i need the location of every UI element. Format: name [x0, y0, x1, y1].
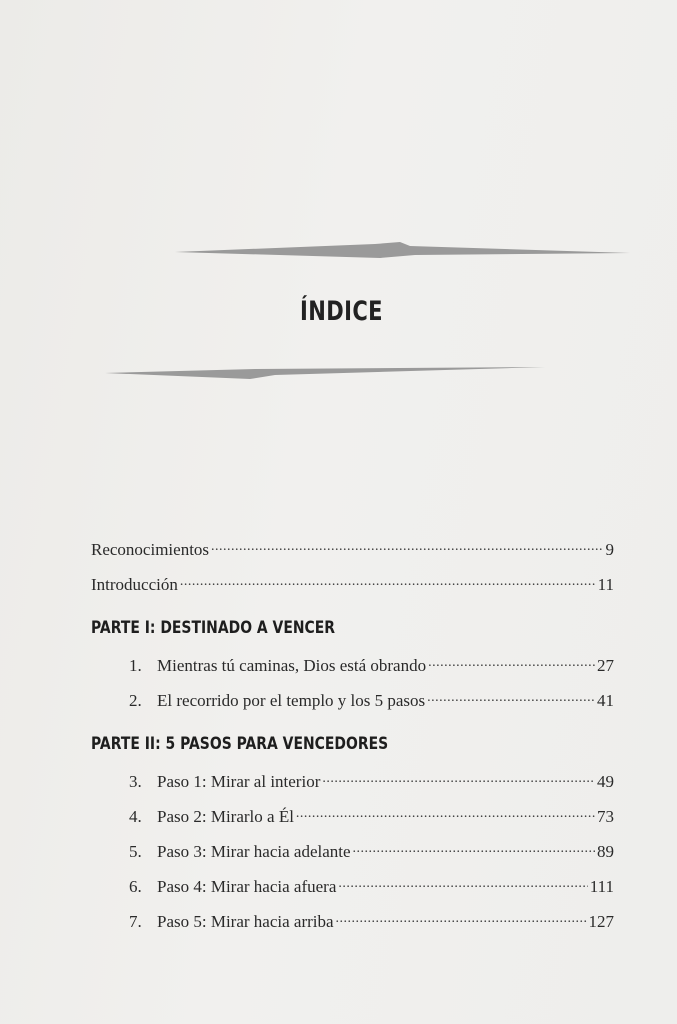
chapter-title: Paso 4: Mirar hacia afuera [157, 877, 337, 896]
chapter-title: Paso 5: Mirar hacia arriba [157, 912, 334, 931]
chapter-number: 3. [129, 772, 142, 791]
toc-chapter-7[interactable] [91, 904, 614, 939]
toc-chapter-4[interactable] [91, 799, 614, 834]
dot-leader [322, 771, 595, 787]
toc-entry-reconocimientos[interactable] [91, 532, 614, 567]
chapter-page: 49 [597, 772, 614, 791]
dot-leader [211, 539, 603, 555]
part-heading-1: PARTE I: DESTINADO A VENCER [91, 618, 336, 638]
chapter-number: 7. [129, 912, 142, 931]
dot-leader [296, 806, 595, 822]
decorative-rule-bottom [105, 364, 545, 384]
toc-entry-page: 11 [597, 575, 614, 594]
toc-entry-introduccion[interactable] [91, 567, 614, 602]
chapter-number: 6. [129, 877, 142, 896]
toc-entry-label: Introducción [91, 575, 178, 594]
dot-leader [353, 841, 595, 857]
toc-chapter-1[interactable] [91, 648, 614, 683]
chapter-title: Paso 2: Mirarlo a Él [157, 807, 294, 826]
chapter-number: 5. [129, 842, 142, 861]
page-title: ÍNDICE [299, 296, 383, 327]
toc-chapter-5[interactable] [91, 834, 614, 869]
chapter-number: 1. [129, 656, 142, 675]
chapter-page: 127 [588, 912, 614, 931]
toc-chapter-6[interactable] [91, 869, 614, 904]
toc-chapter-2[interactable] [91, 683, 614, 718]
chapter-page: 73 [597, 807, 614, 826]
dot-leader [428, 655, 595, 671]
chapter-number: 2. [129, 691, 142, 710]
dot-leader [180, 574, 596, 590]
chapter-title: Mientras tú caminas, Dios está obrando [157, 656, 427, 675]
chapter-page: 111 [589, 877, 614, 896]
chapter-title: El recorrido por el templo y los 5 pasos [157, 691, 426, 710]
dot-leader [427, 690, 595, 706]
dot-leader [338, 876, 587, 892]
chapter-page: 41 [597, 691, 614, 710]
decorative-rule-top [175, 240, 630, 260]
dot-leader [336, 911, 587, 927]
chapter-title: Paso 1: Mirar al interior [157, 772, 321, 791]
table-of-contents [91, 532, 614, 939]
part-heading-2: PARTE II: 5 PASOS PARA VENCEDORES [91, 734, 389, 754]
toc-entry-label: Reconocimientos [91, 540, 210, 559]
toc-chapter-3[interactable] [91, 764, 614, 799]
chapter-page: 89 [597, 842, 614, 861]
chapter-number: 4. [129, 807, 142, 826]
chapter-page: 27 [597, 656, 614, 675]
toc-entry-page: 9 [605, 540, 614, 559]
chapter-title: Paso 3: Mirar hacia adelante [157, 842, 351, 861]
